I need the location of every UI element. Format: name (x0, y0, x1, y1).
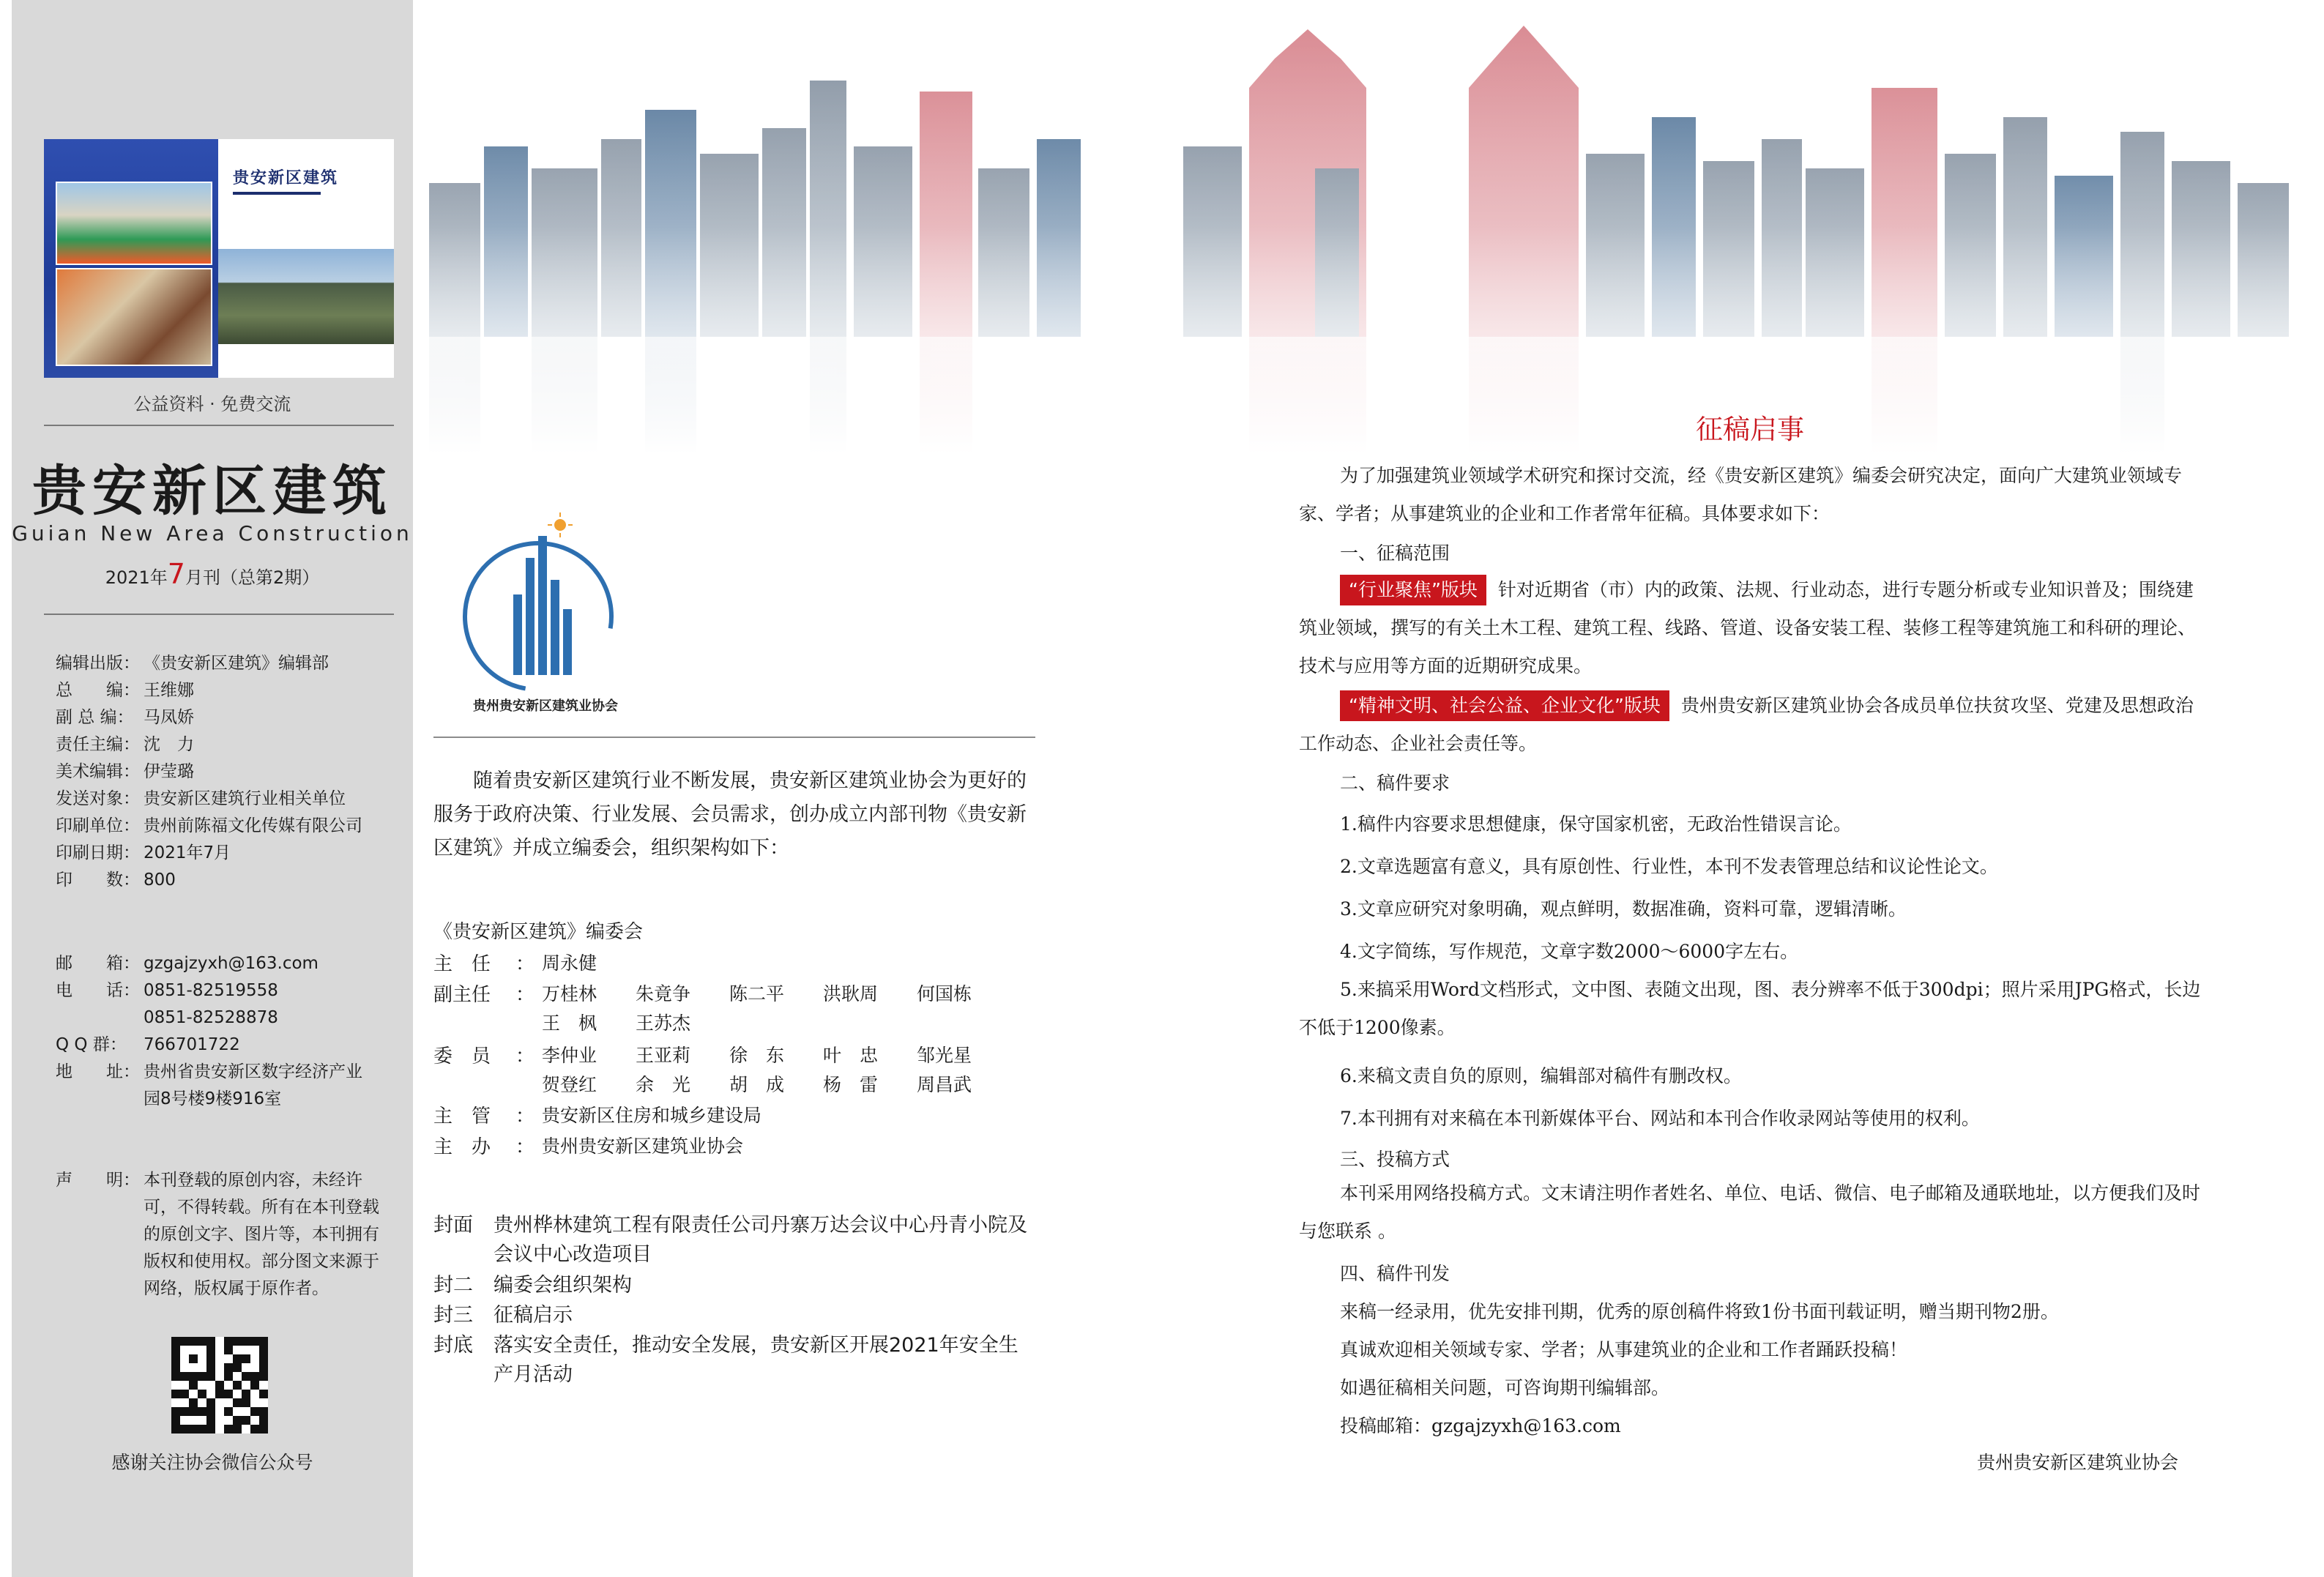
qr-module (189, 1337, 198, 1346)
industry-focus-tag: “行业聚焦”版块 (1340, 575, 1486, 605)
requirement-item: 6.来稿文责自负的原则，编辑部对稿件有删改权。 (1340, 1065, 1742, 1086)
section-heading: 三、投稿方式 (1340, 1149, 1450, 1170)
qr-module (259, 1372, 268, 1381)
info-value: 马凤娇 (144, 708, 194, 727)
qr-module (215, 1363, 224, 1372)
qr-module (180, 1425, 189, 1434)
qr-module (198, 1398, 206, 1407)
issue-line (12, 558, 413, 590)
qr-module (189, 1372, 198, 1381)
qr-module (198, 1425, 206, 1434)
safety-event-photo (56, 182, 212, 265)
qr-module (242, 1363, 250, 1372)
contact-address: 园8号楼9楼916室 (144, 1089, 282, 1108)
contact-label: Q Q 群： (56, 1035, 127, 1054)
colon: ： (515, 1136, 535, 1158)
qr-module (189, 1363, 198, 1372)
committee-name: 叶 忠 (823, 1045, 879, 1066)
qr-module (180, 1372, 189, 1381)
signature-organization: 贵州贵安新区建筑业协会 (1977, 1452, 2179, 1473)
contact-info (56, 950, 362, 1113)
qr-module (171, 1425, 180, 1434)
qr-module (180, 1398, 189, 1407)
qr-module (259, 1390, 268, 1398)
committee-supervisor-row (433, 1101, 761, 1128)
committee-name: 余 光 (636, 1074, 691, 1095)
qr-module (224, 1346, 233, 1354)
statement-text: 本刊登载的原创内容，未经许可，不得转载。所有在本刊登载的原创文字、图片等，本刊拥有版权和使用权。部分图文来源于网络，版权属于原作者。 (144, 1171, 379, 1298)
qr-module (198, 1337, 206, 1346)
qr-module (250, 1381, 259, 1390)
committee-name: 胡 成 (729, 1074, 785, 1095)
issue-month: 7 (167, 558, 185, 590)
colon: ： (515, 1106, 535, 1127)
colon-spacer (515, 1009, 542, 1035)
qr-module (233, 1372, 242, 1381)
consult-note: 如遇征稿相关问题，可咨询期刊编辑部。 (1340, 1377, 1670, 1398)
qr-module (189, 1407, 198, 1416)
info-row (56, 650, 362, 677)
qr-caption: 感谢关注协会微信公众号 (111, 1452, 313, 1473)
section-heading: 二、稿件要求 (1340, 772, 1450, 794)
qr-module (198, 1372, 206, 1381)
qr-module (259, 1363, 268, 1372)
qr-module (171, 1354, 180, 1363)
requirement-item: 4.文字简练，写作规范，文章字数2000～6000字左右。 (1340, 941, 1799, 962)
sidebar-divider (44, 425, 394, 426)
info-value: 2021年7月 (144, 843, 231, 862)
contact-row (56, 950, 362, 977)
qr-module (198, 1381, 206, 1390)
front-cover (218, 139, 394, 378)
wechat-qr-code[interactable] (171, 1337, 268, 1434)
toc-label: 封面 (433, 1214, 473, 1237)
qr-module (180, 1381, 189, 1390)
committee-director-row (433, 949, 597, 976)
contact-row (56, 1004, 362, 1032)
qr-module (206, 1381, 215, 1390)
qr-module (198, 1354, 206, 1363)
toc-item (433, 1211, 1035, 1270)
qr-module (215, 1337, 224, 1346)
qr-module (171, 1363, 180, 1372)
qr-module (198, 1416, 206, 1425)
qr-module (171, 1372, 180, 1381)
cover-building-photo (218, 249, 394, 344)
qr-module (180, 1337, 189, 1346)
association-logo (450, 507, 641, 719)
call-for-papers-title: 征稿启事 (1696, 414, 1804, 445)
qr-module (233, 1425, 242, 1434)
committee-name: 徐 东 (729, 1045, 785, 1066)
qr-module (224, 1398, 233, 1407)
cover-title: 贵安新区建筑 (233, 168, 339, 187)
issue-year: 2021年 (105, 567, 168, 588)
qr-module (215, 1381, 224, 1390)
qr-module (180, 1407, 189, 1416)
qr-module (242, 1354, 250, 1363)
free-note: 公益资料 · 免费交流 (133, 394, 291, 414)
qr-module (242, 1390, 250, 1398)
committee-role-label: 主 办 (433, 1136, 491, 1158)
qr-module (242, 1372, 250, 1381)
activity-photo (56, 268, 212, 366)
qr-module (224, 1407, 233, 1416)
qr-module (189, 1390, 198, 1398)
qr-module (215, 1416, 224, 1425)
contact-qq: 766701722 (144, 1035, 240, 1054)
qr-module (242, 1346, 250, 1354)
committee-name: 李仲业 (542, 1045, 597, 1066)
issue-total: 月刊（总第2期） (185, 567, 320, 588)
qr-module (250, 1372, 259, 1381)
contact-label: 邮 箱： (56, 954, 140, 973)
committee-names (542, 1041, 1010, 1068)
qr-module (224, 1363, 233, 1372)
committee-name: 王亚莉 (636, 1045, 691, 1066)
section-heading: 四、稿件刊发 (1340, 1263, 1450, 1284)
committee-name: 朱竟争 (636, 983, 691, 1004)
qr-module (215, 1407, 224, 1416)
qr-module (171, 1398, 180, 1407)
colon: ： (515, 953, 535, 975)
committee-name: 邹光星 (917, 1045, 972, 1066)
info-row (56, 840, 362, 867)
info-label: 美术编辑： (56, 762, 140, 781)
committee-name: 王苏杰 (636, 1013, 691, 1034)
qr-module (250, 1425, 259, 1434)
contact-label (56, 1086, 144, 1113)
call-intro: 为了加强建筑业领域学术研究和探讨交流，经《贵安新区建筑》编委会研究决定，面向广大建筑业领域专家、学者；从事建筑业的企业和工作者常年征稿。具体要求如下： (1299, 465, 2183, 524)
magazine-title: 贵安新区建筑 (32, 460, 392, 523)
qr-module (259, 1354, 268, 1363)
qr-module (242, 1381, 250, 1390)
committee-role-label: 委 员 (433, 1045, 491, 1067)
qr-module (189, 1425, 198, 1434)
statement-label: 声 明： (56, 1171, 140, 1190)
qr-module (250, 1354, 259, 1363)
qr-module (189, 1354, 198, 1363)
committee-name: 周昌武 (917, 1074, 972, 1095)
publish-note: 来稿一经录用，优先安排刊期，优秀的原创稿件将致1份书面刊载证明，赠当期刊物2册。 (1340, 1301, 2059, 1322)
committee-org: 贵州贵安新区建筑业协会 (542, 1136, 744, 1157)
info-value: 贵州前陈福文化传媒有限公司 (144, 816, 362, 835)
requirement-item: 2.文章选题富有意义，具有原创性、行业性，本刊不发表管理总结和议论性论文。 (1340, 856, 1998, 877)
qr-module (206, 1425, 215, 1434)
requirement-item: 5.来搞采用Word文档形式，文中图、表随文出现，图、表分辨率不低于300dpi；照片采用JPG格式，长边不低于1200像素。 (1299, 979, 2201, 1038)
scope-industry-text: 针对近期省（市）内的政策、法规、行业动态，进行专题分析或专业知识普及；围绕建筑业领域，撰写的有关土木工程、建筑工程、线路、管道、设备安装工程、装修工程等建筑施工和科研的理论、技术与应用等方面的近期研究成果。 (1299, 579, 2197, 676)
qr-module (242, 1398, 250, 1407)
qr-module (242, 1416, 250, 1425)
qr-module (180, 1416, 189, 1425)
requirement-item: 7.本刊拥有对来稿在本刊新媒体平台、网站和本刊合作收录网站等使用的权利。 (1340, 1108, 1980, 1129)
qr-module (215, 1346, 224, 1354)
qr-module (233, 1363, 242, 1372)
qr-module (233, 1354, 242, 1363)
scope-culture-text: 贵州贵安新区建筑业协会各成员单位扶贫攻坚、党建及思想政治工作动态、企业社会责任等。 (1299, 695, 2194, 754)
qr-module (259, 1407, 268, 1416)
info-label: 发送对象： (56, 789, 140, 808)
qr-module (224, 1354, 233, 1363)
qr-module (233, 1416, 242, 1425)
contact-row (56, 977, 362, 1004)
submission-email[interactable]: 投稿邮箱：gzgajzyxh@163.com (1340, 1415, 1621, 1436)
contact-row (56, 1086, 362, 1113)
qr-module (206, 1372, 215, 1381)
qr-module (233, 1390, 242, 1398)
qr-module (206, 1337, 215, 1346)
qr-module (171, 1381, 180, 1390)
qr-module (198, 1346, 206, 1354)
qr-module (259, 1416, 268, 1425)
city-skyline-image (414, 0, 2324, 454)
contact-label: 地 址： (56, 1062, 140, 1081)
contact-row (56, 1059, 362, 1086)
info-label: 编辑出版： (56, 654, 140, 673)
committee-names (542, 980, 1010, 1007)
qr-module (233, 1398, 242, 1407)
info-row (56, 758, 362, 786)
qr-module (224, 1416, 233, 1425)
qr-module (171, 1416, 180, 1425)
requirement-item: 1.稿件内容要求思想健康，保守国家机密，无政治性错误言论。 (1340, 813, 1852, 835)
qr-module (171, 1337, 180, 1346)
qr-module (215, 1390, 224, 1398)
cover-rule (233, 192, 321, 195)
info-value: 贵安新区建筑行业相关单位 (144, 789, 346, 808)
magazine-subtitle: Guian New Area Construction (12, 521, 413, 545)
qr-module (250, 1390, 259, 1398)
committee-name: 何国栋 (917, 983, 972, 1004)
qr-module (171, 1407, 180, 1416)
info-row (56, 677, 362, 704)
qr-module (242, 1407, 250, 1416)
toc-label: 封底 (433, 1334, 473, 1357)
culture-tag: “精神文明、社会公益、企业文化”版块 (1340, 690, 1669, 721)
qr-module (198, 1363, 206, 1372)
qr-module (250, 1346, 259, 1354)
qr-module (180, 1363, 189, 1372)
qr-module (242, 1425, 250, 1434)
contact-row (56, 1032, 362, 1059)
qr-module (224, 1381, 233, 1390)
committee-name: 洪耿周 (823, 983, 879, 1004)
colon: ： (515, 1045, 535, 1067)
committee-role-label-empty (433, 1009, 515, 1035)
contact-label: 电 话： (56, 981, 140, 1000)
qr-module (224, 1372, 233, 1381)
info-value: 伊莹璐 (144, 762, 194, 781)
toc-label: 封三 (433, 1304, 473, 1327)
info-value: 《贵安新区建筑》编辑部 (144, 654, 329, 673)
qr-module (259, 1346, 268, 1354)
qr-module (250, 1363, 259, 1372)
qr-module (259, 1398, 268, 1407)
qr-module (250, 1407, 259, 1416)
qr-module (233, 1407, 242, 1416)
toc-text: 贵州桦林建筑工程有限责任公司丹寨万达会议中心丹青小院及会议中心改造项目 (494, 1214, 1027, 1266)
qr-module (233, 1381, 242, 1390)
toc-text: 征稿启示 (494, 1304, 573, 1327)
committee-role-label: 主 管 (433, 1106, 491, 1127)
qr-module (206, 1363, 215, 1372)
committee-name: 王 枫 (542, 1013, 597, 1034)
sidebar-divider (44, 614, 394, 615)
info-row (56, 786, 362, 813)
qr-module (206, 1346, 215, 1354)
qr-module (180, 1346, 189, 1354)
copyright-statement (56, 1167, 392, 1302)
submission-method: 本刊采用网络投稿方式。文末请注明作者姓名、单位、电话、微信、电子邮箱及通联地址，以方便我们及时与您联系 。 (1299, 1182, 2201, 1242)
committee-vice-row-2 (433, 1009, 729, 1035)
qr-module (189, 1416, 198, 1425)
scope-industry (1299, 571, 2210, 685)
back-cover (44, 139, 218, 378)
contact-phone: 0851-82528878 (144, 1008, 278, 1027)
info-label: 印刷单位： (56, 816, 140, 835)
qr-module (250, 1416, 259, 1425)
info-row (56, 867, 362, 894)
committee-org: 贵安新区住房和城乡建设局 (542, 1105, 762, 1126)
committee-names (542, 1070, 1010, 1097)
info-value: 800 (144, 870, 176, 890)
qr-module (206, 1407, 215, 1416)
qr-module (206, 1390, 215, 1398)
middle-divider (433, 737, 1035, 738)
info-label: 副 总 编： (56, 708, 134, 727)
section-heading: 一、征稿范围 (1340, 543, 1450, 564)
qr-module (224, 1390, 233, 1398)
committee-name: 贺登红 (542, 1074, 597, 1095)
qr-module (250, 1398, 259, 1407)
committee-role-label: 主 任 (433, 953, 491, 975)
qr-module (215, 1354, 224, 1363)
intro-paragraph: 随着贵安新区建筑行业不断发展，贵安新区建筑业协会为更好的服务于政府决策、行业发展、会员需求，创办成立内部刊物《贵安新区建筑》并成立编委会，组织架构如下： (433, 769, 1027, 860)
publication-info (56, 650, 362, 894)
qr-module (180, 1390, 189, 1398)
toc-label: 封二 (433, 1274, 473, 1297)
info-label: 总 编： (56, 681, 140, 700)
committee-members-row (433, 1041, 1010, 1068)
info-row (56, 704, 362, 731)
qr-module (198, 1407, 206, 1416)
info-value: 沈 力 (144, 735, 194, 754)
toc-item (433, 1331, 1035, 1390)
info-label: 印刷日期： (56, 843, 140, 862)
magazine-cover-thumbnail (44, 139, 394, 378)
contact-label (56, 1004, 144, 1032)
committee-name: 万桂林 (542, 983, 597, 1004)
committee-role-label-empty (433, 1070, 515, 1097)
committee-vice-row (433, 980, 1010, 1007)
association-name: 贵州贵安新区建筑业协会 (473, 698, 618, 714)
qr-module (259, 1337, 268, 1346)
toc-text: 编委会组织架构 (494, 1274, 632, 1297)
committee-name: 周永健 (542, 952, 597, 974)
qr-module (171, 1390, 180, 1398)
qr-module (215, 1398, 224, 1407)
toc-item (433, 1301, 1035, 1330)
qr-module (206, 1354, 215, 1363)
qr-module (206, 1398, 215, 1407)
qr-module (189, 1381, 198, 1390)
qr-module (215, 1425, 224, 1434)
info-label: 责任主编： (56, 735, 140, 754)
toc-item (433, 1271, 1035, 1300)
qr-module (198, 1390, 206, 1398)
qr-module (180, 1354, 189, 1363)
qr-module (189, 1346, 198, 1354)
qr-module (224, 1425, 233, 1434)
info-label: 印 数： (56, 870, 140, 890)
requirement-item: 3.文章应研究对象明确，观点鲜明，数据准确，资料可靠，逻辑清晰。 (1340, 898, 1907, 920)
committee-host-row (433, 1132, 743, 1159)
qr-module (171, 1346, 180, 1354)
qr-module (259, 1425, 268, 1434)
committee-members-row-2 (433, 1070, 1010, 1097)
colon: ： (515, 984, 535, 1006)
info-row (56, 731, 362, 758)
committee-name: 陈二平 (729, 983, 785, 1004)
welcome-note: 真诚欢迎相关领域专家、学者；从事建筑业的企业和工作者踊跃投稿！ (1340, 1339, 1908, 1360)
qr-module (250, 1337, 259, 1346)
qr-module (206, 1416, 215, 1425)
skyline-fade (414, 0, 2324, 454)
committee-role-label: 副主任 (433, 984, 491, 1006)
info-value: 王维娜 (144, 681, 194, 700)
info-row (56, 813, 362, 840)
qr-module (224, 1337, 233, 1346)
qr-module (189, 1398, 198, 1407)
qr-module (233, 1346, 242, 1354)
qr-module (259, 1381, 268, 1390)
contact-address: 贵州省贵安新区数字经济产业 (144, 1062, 362, 1081)
committee-names (542, 1009, 729, 1035)
committee-name: 杨 雷 (823, 1074, 879, 1095)
contact-phone: 0851-82519558 (144, 981, 278, 1000)
contact-email[interactable]: gzgajzyxh@163.com (144, 954, 319, 973)
scope-culture (1299, 687, 2210, 763)
qr-module (215, 1372, 224, 1381)
toc-text: 落实安全责任，推动安全发展，贵安新区开展2021年安全生产月活动 (494, 1334, 1018, 1386)
colon-spacer (515, 1070, 542, 1097)
sidebar (12, 0, 413, 1577)
committee-title: 《贵安新区建筑》编委会 (433, 921, 644, 943)
qr-module (233, 1337, 242, 1346)
qr-module (242, 1337, 250, 1346)
